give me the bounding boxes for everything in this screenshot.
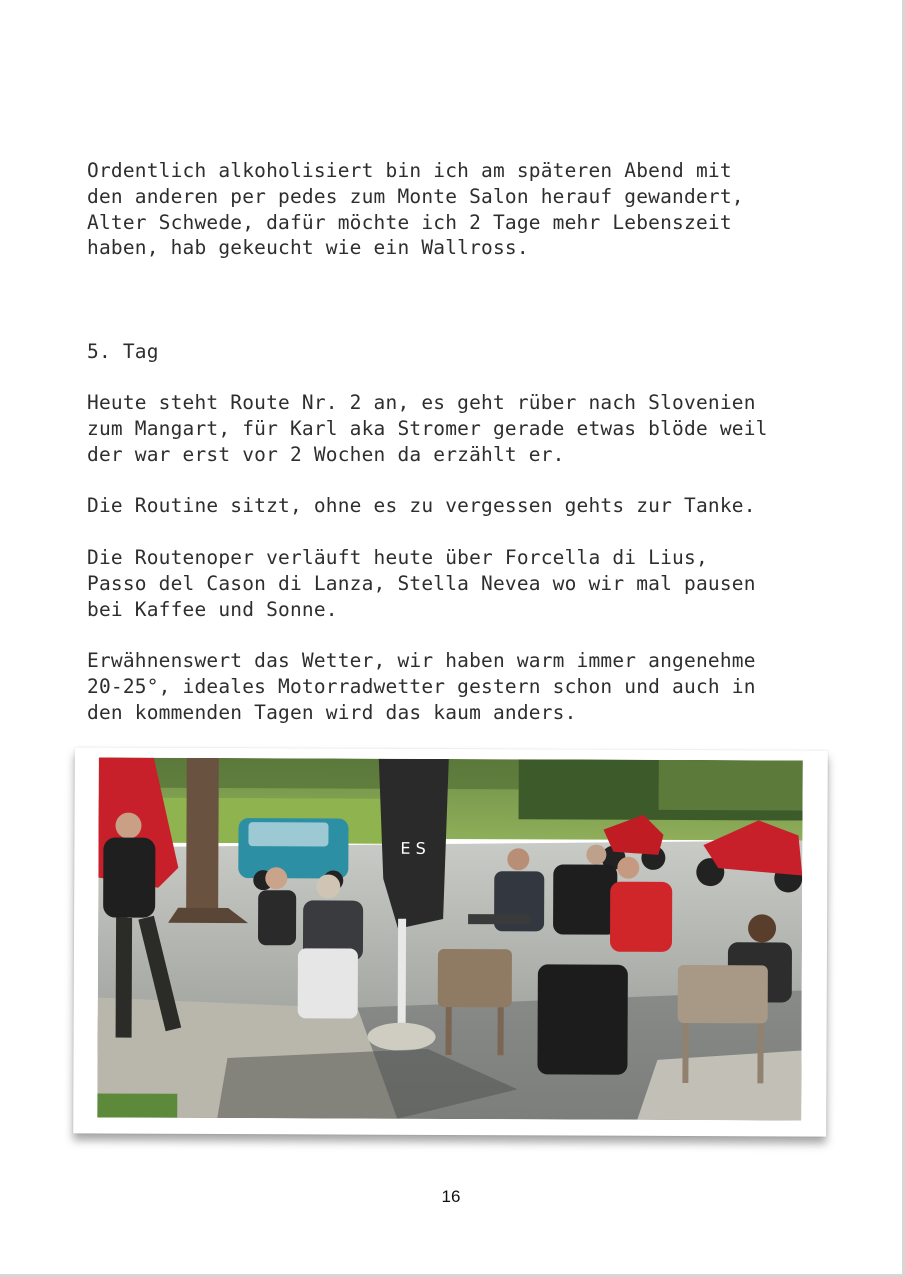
paragraph-route: Heute steht Route Nr. 2 an, es geht rüber nach Slovenien zum Mangart, für Karl aka Stromer gerade etwas blöde weil der war erst vor 2 Wochen da erzählt er. — [87, 391, 768, 466]
group-photo — [97, 757, 803, 1120]
paragraph-evening: Ordentlich alkoholisiert bin ich am späteren Abend mit den anderen per pedes zum Monte Salon herauf gewandert, Alter Schwede, dafür möchte ich 2 Tage mehr Lebenszeit haben, hab gekeucht wie ein Wallross. — [87, 159, 744, 260]
page-number: 16 — [441, 1187, 461, 1206]
umbrella-print: E S — [400, 838, 426, 858]
paragraph-routine: Die Routine sitzt, ohne es zu vergessen gehts zur Tanke. — [87, 494, 756, 517]
photo-frame — [73, 747, 828, 1136]
group-photo-illustration — [97, 757, 803, 1120]
paragraph-route-details: Die Routenoper verläuft heute über Forcella di Lius, Passo del Cason di Lanza, Stella Nevea wo wir mal pausen bei Kaffee und Sonne. — [87, 546, 756, 621]
day-heading: 5. Tag — [87, 340, 159, 363]
paragraph-weather: Erwähnenswert das Wetter, wir haben warm immer angenehme 20-25°, ideales Motorradwetter gestern schon und auch in den kommenden Tagen wird das kaum anders. — [87, 649, 756, 724]
